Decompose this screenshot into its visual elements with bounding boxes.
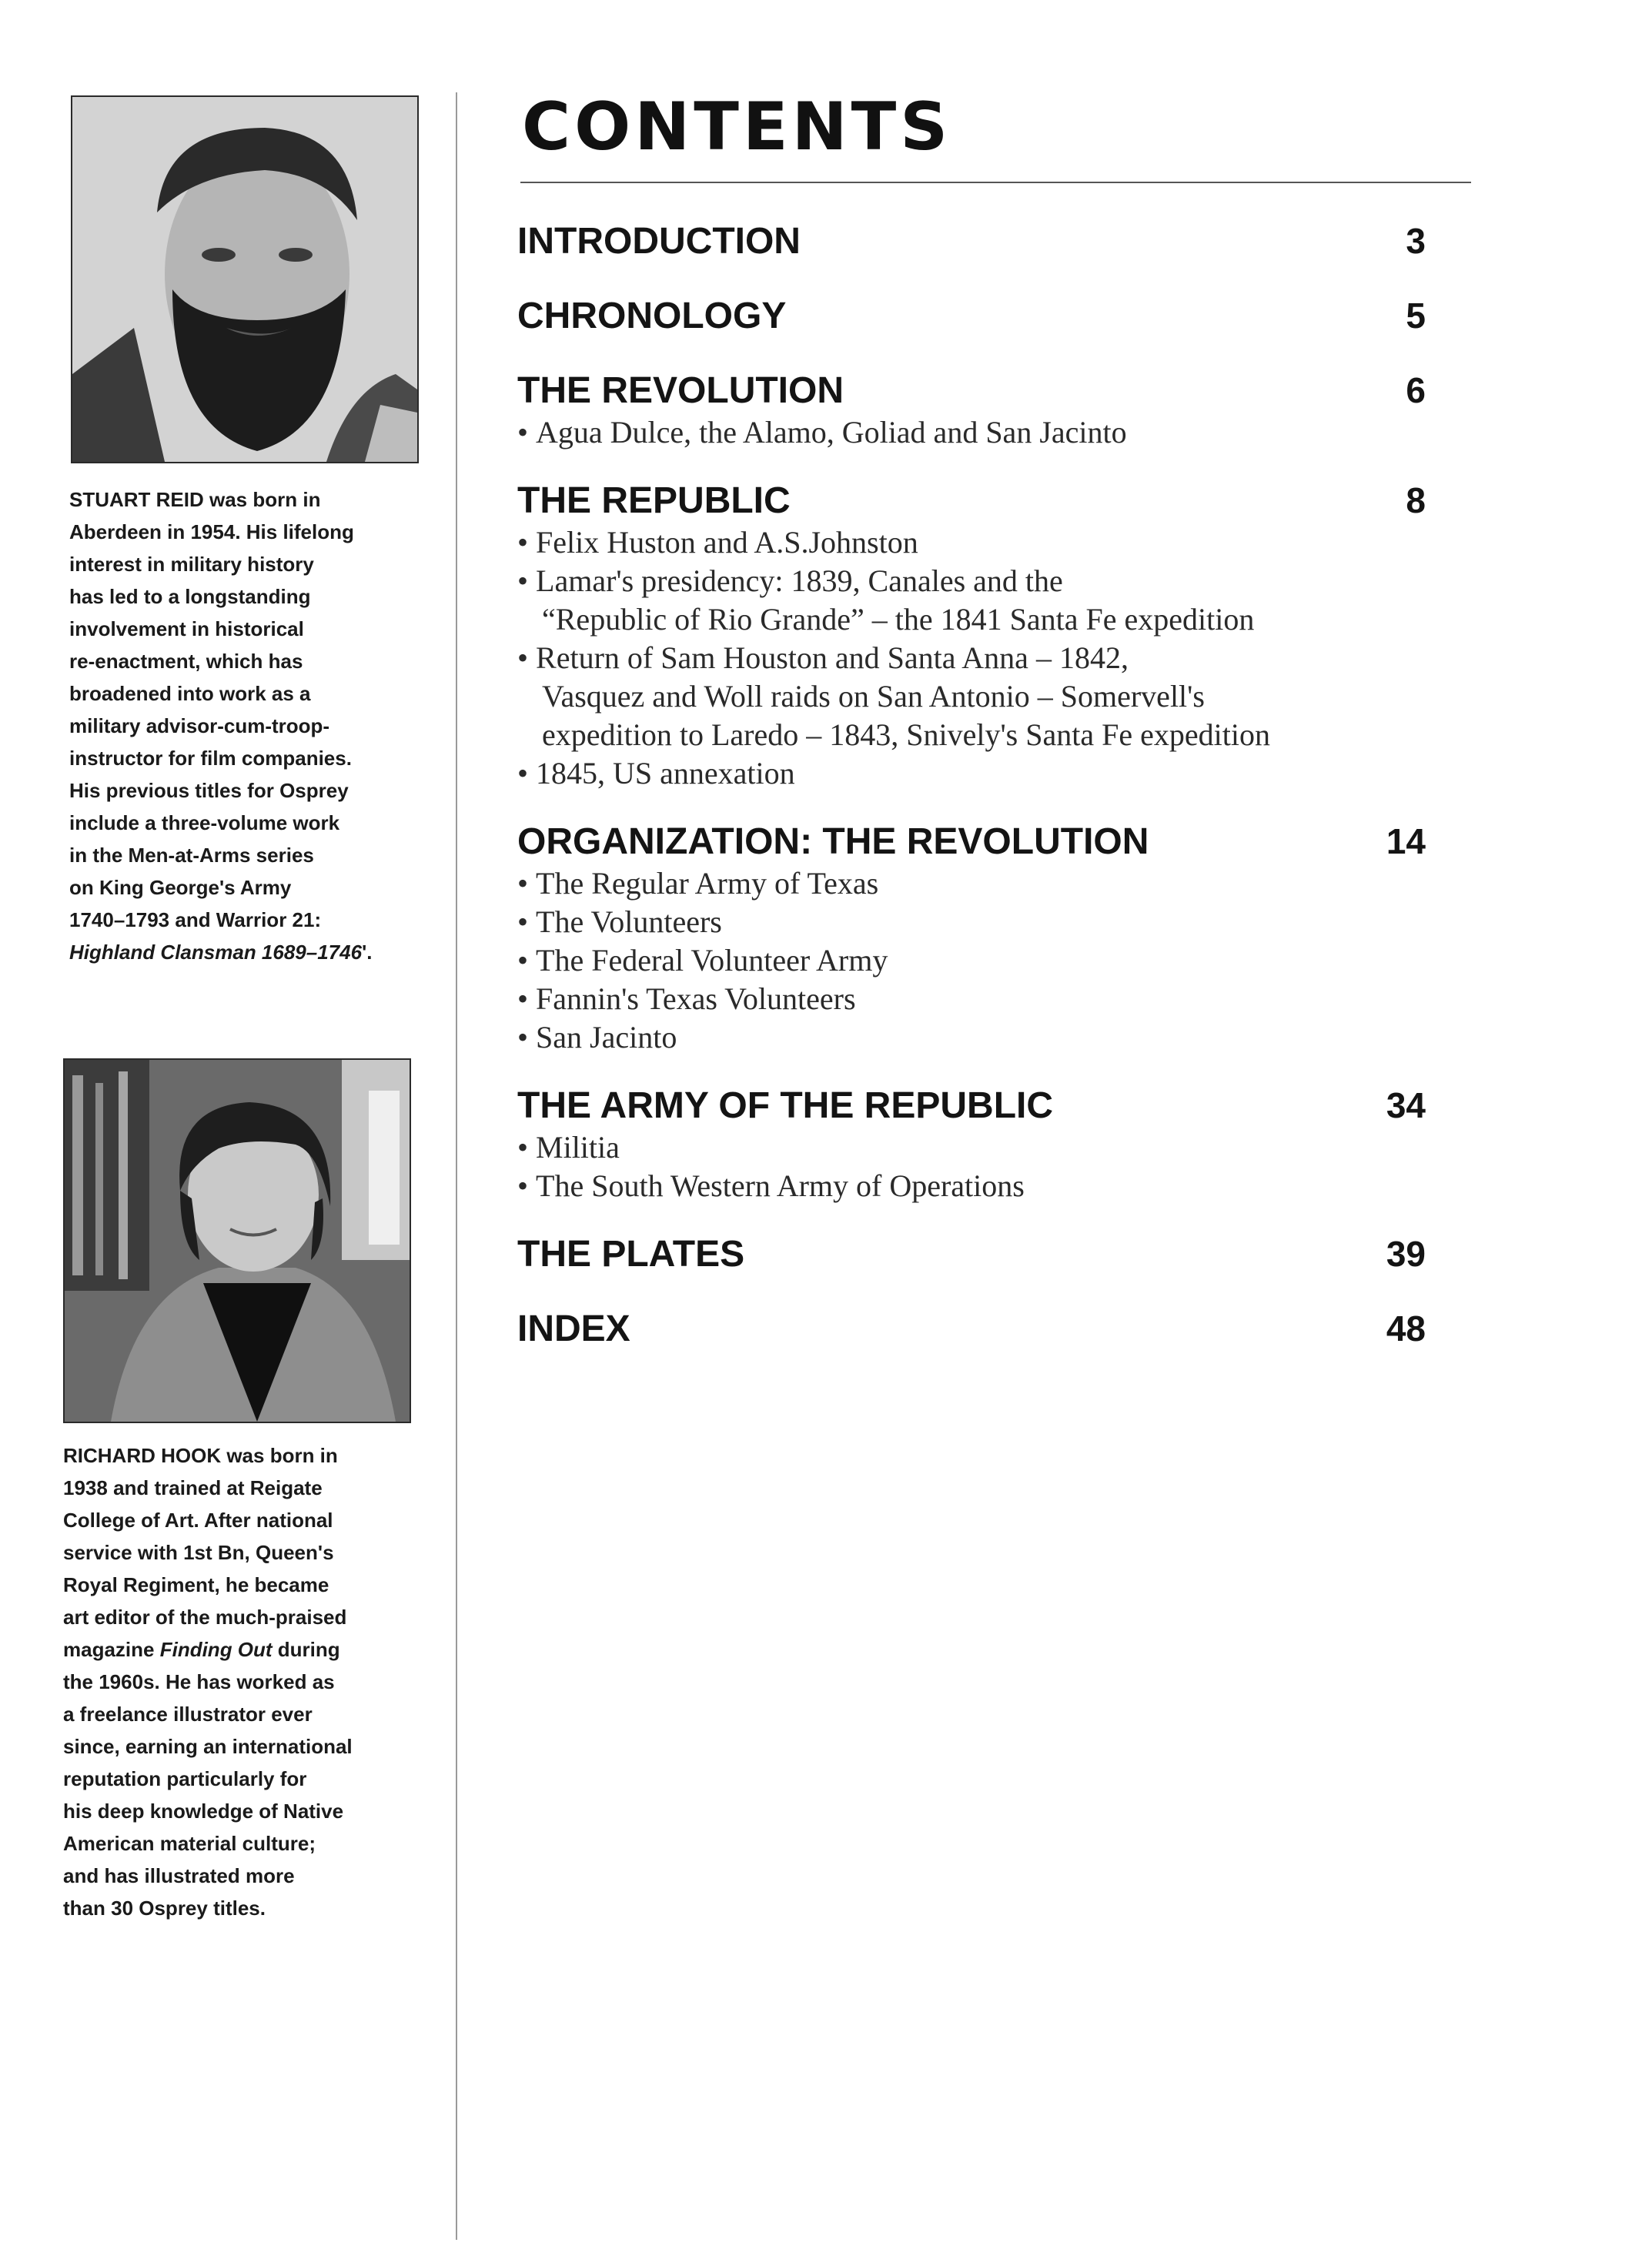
toc-subtopic xyxy=(517,562,1426,639)
toc-subtopic-text: The South Western Army of Operations xyxy=(536,1168,1025,1203)
toc-entry-header xyxy=(517,1080,1426,1131)
page-title: CONTENTS xyxy=(522,89,952,165)
toc-subtopic-text: 1845, US annexation xyxy=(536,756,795,790)
toc-entry xyxy=(517,475,1426,793)
author-bio-richard-hook: RICHARD HOOK was born in 1938 and trained at Reigate College of Art. After national service with 1st Bn, Queen's Royal Regiment, he became art editor of the much-praised magazine Finding Out during the 1960s. He has worked as a freelance illustrator ever since, earning an international reputation particularly for his deep knowledge of Native American material culture; and has illustrated more than 30 Osprey titles. xyxy=(63,1444,353,1920)
toc-subtopic-text: Felix Huston and A.S.Johnston xyxy=(536,525,918,560)
bullet: • xyxy=(517,415,529,450)
toc-entry-header xyxy=(517,1303,1426,1355)
toc-entry xyxy=(517,290,1426,342)
toc-entry-header xyxy=(517,475,1426,526)
bullet: • xyxy=(517,525,529,560)
toc-page-number: 39 xyxy=(1386,1234,1426,1274)
bullet: • xyxy=(517,640,529,675)
toc-subtopic-continuation: Vasquez and Woll raids on San Antonio – Somervell's xyxy=(542,679,1205,714)
toc-heading: THE REPUBLIC xyxy=(517,480,791,521)
toc-subtopic-text: Return of Sam Houston and Santa Anna – 1842, xyxy=(536,640,1129,675)
bullet: • xyxy=(517,1020,529,1054)
bullet: • xyxy=(517,981,529,1016)
toc-entry-header xyxy=(517,1228,1426,1280)
toc-entry xyxy=(517,365,1426,452)
toc-subtopic xyxy=(517,980,1426,1018)
toc-entry-header xyxy=(517,365,1426,416)
bullet: • xyxy=(517,1168,529,1203)
column-divider xyxy=(456,92,457,2240)
toc-entry-header xyxy=(517,216,1426,267)
toc-subtopic-continuation: expedition to Laredo – 1843, Snively's Santa Fe expedition xyxy=(542,717,1270,752)
toc-subtopic xyxy=(517,523,1426,562)
toc-page-number: 34 xyxy=(1386,1085,1426,1125)
toc-heading: INTRODUCTION xyxy=(517,221,801,262)
author-photo-stuart-reid xyxy=(71,95,419,463)
author-photo-richard-hook xyxy=(63,1058,411,1423)
bullet: • xyxy=(517,943,529,978)
toc-subtopic xyxy=(517,864,1426,903)
toc-subtopic xyxy=(517,1167,1426,1205)
bullet: • xyxy=(517,563,529,598)
toc-subtopic-text: Militia xyxy=(536,1130,620,1165)
toc-subtopic-text: San Jacinto xyxy=(536,1020,677,1054)
toc-subtopics xyxy=(517,864,1426,1057)
title-rule xyxy=(520,182,1471,183)
toc-subtopic xyxy=(517,941,1426,980)
toc-entry xyxy=(517,1303,1426,1355)
toc-subtopic-text: Fannin's Texas Volunteers xyxy=(536,981,856,1016)
toc-page-number: 5 xyxy=(1406,296,1426,336)
toc-subtopic-text: The Federal Volunteer Army xyxy=(536,943,888,978)
toc-subtopic-text: The Regular Army of Texas xyxy=(536,866,879,901)
toc-page-number: 3 xyxy=(1406,221,1426,261)
bullet: • xyxy=(517,904,529,939)
toc-subtopic xyxy=(517,413,1426,452)
toc-page-number: 48 xyxy=(1386,1308,1426,1349)
toc-page-number: 6 xyxy=(1406,370,1426,410)
toc-subtopic-text: The Volunteers xyxy=(536,904,722,939)
toc-entry-header xyxy=(517,816,1426,867)
toc-heading: THE PLATES xyxy=(517,1234,745,1275)
toc-subtopics xyxy=(517,1128,1426,1205)
toc-subtopics xyxy=(517,523,1426,793)
toc-subtopic xyxy=(517,903,1426,941)
table-of-contents xyxy=(517,216,1426,1378)
toc-subtopic xyxy=(517,1018,1426,1057)
toc-subtopic xyxy=(517,754,1426,793)
toc-subtopic-text: Lamar's presidency: 1839, Canales and the xyxy=(536,563,1063,598)
toc-page-number: 14 xyxy=(1386,821,1426,861)
toc-heading: INDEX xyxy=(517,1308,630,1349)
toc-entry xyxy=(517,1080,1426,1205)
toc-entry xyxy=(517,216,1426,267)
toc-subtopics xyxy=(517,413,1426,452)
toc-heading: ORGANIZATION: THE REVOLUTION xyxy=(517,821,1149,862)
bullet: • xyxy=(517,756,529,790)
toc-entry xyxy=(517,1228,1426,1280)
toc-subtopic xyxy=(517,1128,1426,1167)
toc-entry xyxy=(517,816,1426,1057)
toc-heading: THE ARMY OF THE REPUBLIC xyxy=(517,1085,1054,1126)
toc-page-number: 8 xyxy=(1406,480,1426,520)
toc-heading: THE REVOLUTION xyxy=(517,370,844,411)
bullet: • xyxy=(517,866,529,901)
author-bio-stuart-reid: STUART REID was born in Aberdeen in 1954. His lifelong interest in military history has led to a longstanding involvement in historical re-enactment, which has broadened into work as a military advisor-cum-troop- instructor for film companies. His previous titles for Osprey include a three-volume work in the Men-at-Arms series on King George's Army 1740–1793 and Warrior 21: Highland Clansman 1689–1746'. xyxy=(69,488,373,964)
toc-subtopic-text: Agua Dulce, the Alamo, Goliad and San Jacinto xyxy=(536,415,1127,450)
toc-entry-header xyxy=(517,290,1426,342)
toc-subtopic xyxy=(517,639,1426,754)
bullet: • xyxy=(517,1130,529,1165)
toc-heading: CHRONOLOGY xyxy=(517,296,787,336)
toc-subtopic-continuation: “Republic of Rio Grande” – the 1841 Santa Fe expedition xyxy=(542,602,1255,637)
